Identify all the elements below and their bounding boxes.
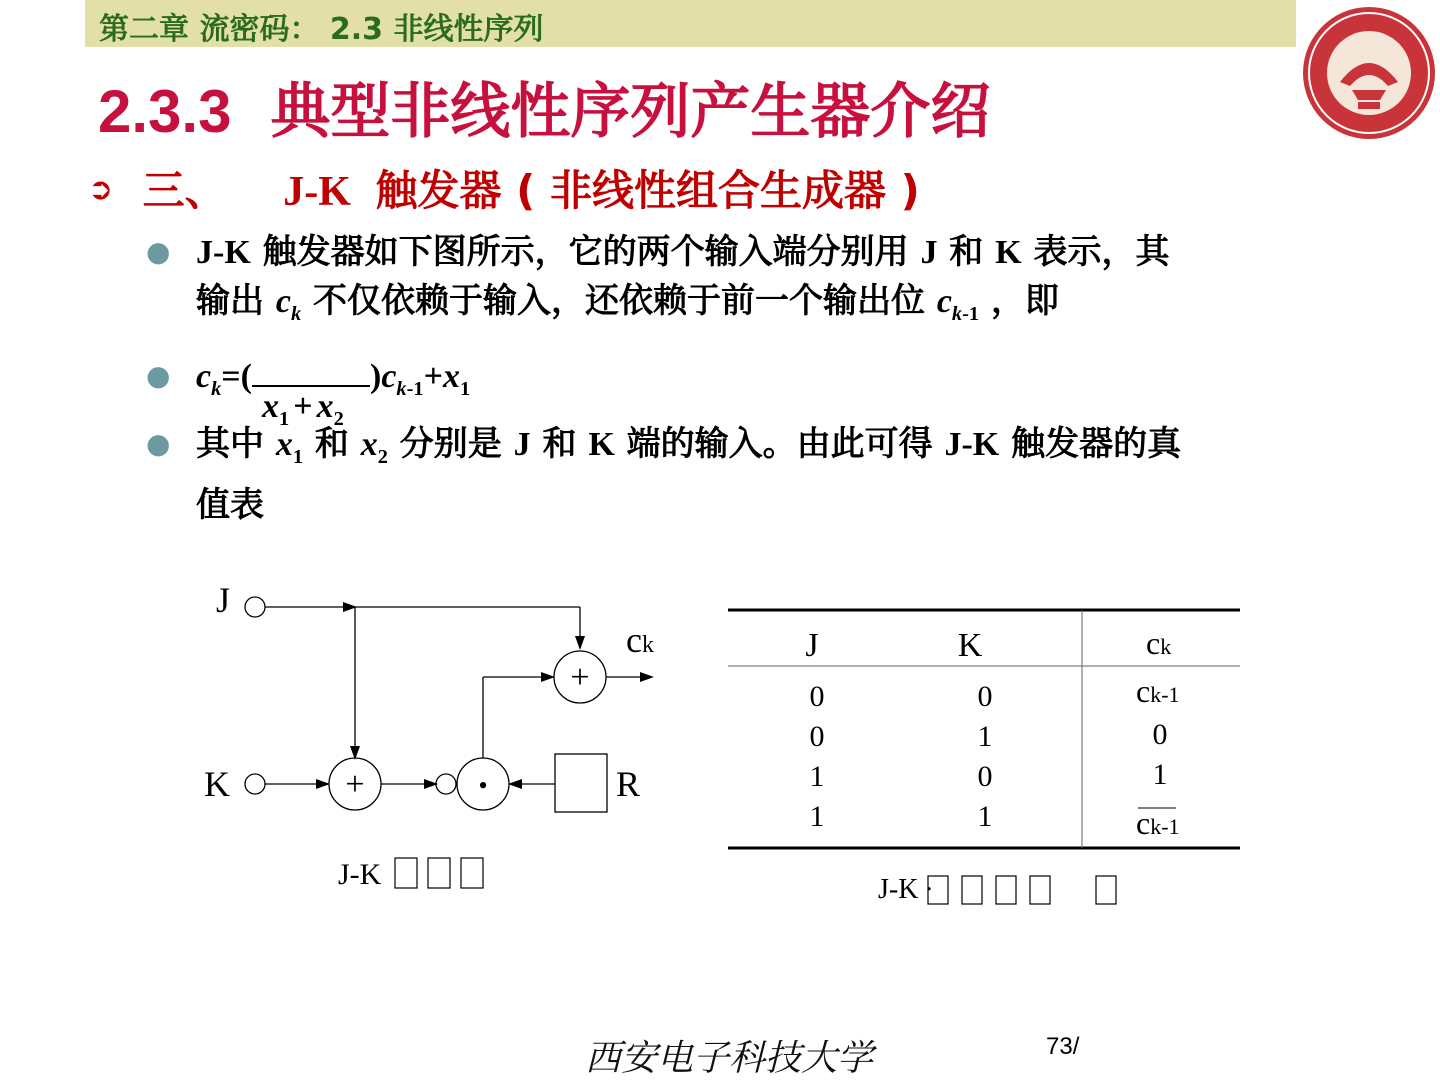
text-K: K <box>995 234 1022 271</box>
cell-j-row2: 0 <box>809 720 825 753</box>
chapter-header-text: 第二章 流密码： 2.3 非线性序列 <box>99 12 544 47</box>
table-caption <box>878 874 932 905</box>
symbol-sub-minus-one: -1 <box>962 302 980 325</box>
input-j-terminal <box>245 597 265 617</box>
input-k-terminal <box>245 774 265 794</box>
symbol-sub-k: k <box>951 302 963 325</box>
overlay-sub-two: 2 <box>333 407 344 430</box>
arrow-bullet-icon: ➲ <box>88 172 114 207</box>
table-caption-boxes <box>928 876 1116 904</box>
text-run: 和 <box>530 424 589 464</box>
text-run: 和 <box>303 424 361 464</box>
overlay-x: x <box>316 388 334 425</box>
cell-c-row4-sub: k-1 <box>1150 814 1180 839</box>
dot-symbol: • <box>478 771 488 800</box>
symbol-x: x <box>360 426 378 463</box>
symbol-sub-one: 1 <box>292 445 304 468</box>
header-ck-c: c <box>1146 625 1161 661</box>
text-K: K <box>588 426 615 463</box>
jk-truth-table <box>720 600 1250 920</box>
section-jk: J-K <box>283 169 351 215</box>
bullet-jk-description <box>146 228 1376 338</box>
text-run: 和 <box>937 232 996 272</box>
overlay-plus: + <box>293 388 313 425</box>
cell-k-row3: 0 <box>977 760 993 793</box>
symbol-sub-two: 2 <box>377 445 388 468</box>
text-run: 分别是 <box>387 424 514 464</box>
cell-c-row1 <box>1136 673 1180 709</box>
cell-j-row1: 0 <box>809 680 825 713</box>
table-caption-jk: J-K <box>878 874 919 905</box>
text-run: ，即 <box>979 281 1059 321</box>
section-text: 触发器 ( 非线性组合生成器 ) <box>375 166 920 215</box>
header-ck-sub: k <box>1160 634 1172 659</box>
symbol-c: c <box>275 283 291 320</box>
bullet-dot-icon: ● <box>146 359 171 392</box>
table-caption-glyphs: ∙ <box>918 874 933 905</box>
symbol-x: x <box>275 426 293 463</box>
formula-sub-k: k <box>211 377 222 400</box>
cell-c-row3: 1 <box>1152 758 1168 791</box>
cell-c-row1-sub: k-1 <box>1150 682 1180 707</box>
cell-c-row4 <box>1136 805 1180 841</box>
text-J: J <box>920 234 938 271</box>
plus-symbol-k: + <box>345 766 365 803</box>
label-k: K <box>204 764 230 804</box>
label-ck <box>626 620 654 660</box>
text-run: 值表 <box>196 484 264 525</box>
formula-close: ) <box>370 358 382 395</box>
formula-sub-k: k <box>396 377 407 400</box>
cell-c-row1-c: c <box>1136 673 1151 709</box>
formula-plus: + <box>423 358 443 395</box>
label-ck-sub: k <box>641 632 654 658</box>
text-run: 触发器的真 <box>999 424 1182 464</box>
slide-title-number: 2.3.3 <box>98 78 232 145</box>
text-J: J <box>513 426 531 463</box>
inverter-bubble <box>436 774 456 794</box>
formula-c: c <box>381 358 397 395</box>
text-jk: J-K <box>196 234 251 271</box>
section-heading <box>88 158 920 218</box>
text-run: 表示，其 <box>1021 232 1170 272</box>
university-seal-logo <box>1300 4 1438 142</box>
header-j: J <box>805 627 819 664</box>
bullet-dot-icon: ● <box>146 235 171 268</box>
diagram-caption-boxes <box>395 858 483 888</box>
formula-x: x <box>443 358 460 395</box>
diagram-caption-jk: J-K <box>338 858 382 891</box>
slide-title-text: 典型非线性序列产生器介绍 <box>270 77 991 147</box>
bullet-dot-icon: ● <box>146 427 171 460</box>
cell-k-row1: 0 <box>977 680 993 713</box>
cell-k-row4: 1 <box>977 800 993 833</box>
formula-c: c <box>196 358 212 395</box>
label-r: R <box>616 764 641 804</box>
cell-c-row4-c: c <box>1136 805 1151 841</box>
overlay-sub-one: 1 <box>279 407 290 430</box>
formula-sub-minus-one: -1 <box>406 377 424 400</box>
register-r-box <box>555 754 607 812</box>
formula-eq: =( <box>221 358 252 395</box>
text-run: 触发器如下图所示，它的两个输入端分别用 <box>250 232 921 272</box>
section-label: 三、 <box>142 166 227 215</box>
page-number: 73/ <box>1046 1033 1080 1060</box>
text-run: 输出 <box>196 281 276 321</box>
symbol-sub-k: k <box>290 302 302 325</box>
formula-blank-line <box>252 363 370 387</box>
header-ck <box>1146 625 1171 661</box>
chapter-header-bar <box>85 0 1296 47</box>
cell-j-row3: 1 <box>809 760 825 793</box>
label-ck-c: c <box>626 620 642 660</box>
university-name-calligraphy: 西安电子科技大学 <box>585 1038 874 1079</box>
jk-flipflop-circuit-diagram <box>190 570 680 910</box>
diagram-caption <box>338 858 382 891</box>
slide-title <box>98 64 990 150</box>
overlay-x: x <box>262 388 279 425</box>
symbol-c: c <box>936 283 952 320</box>
cell-j-row4: 1 <box>809 800 825 833</box>
header-k: K <box>957 627 983 664</box>
label-j: J <box>216 580 231 620</box>
text-run: 其中 <box>196 424 276 464</box>
cell-c-row2: 0 <box>1152 718 1168 751</box>
text-run: 不仅依赖于输入，还依赖于前一个输出位 <box>301 281 937 321</box>
bullet-where-inputs <box>146 420 1376 529</box>
text-run: 端的输入。由此可得 <box>614 424 945 464</box>
text-jk: J-K <box>944 426 1000 463</box>
plus-symbol-out: + <box>570 659 590 696</box>
cell-k-row2: 1 <box>977 720 993 753</box>
formula-sub-one: 1 <box>460 377 471 400</box>
